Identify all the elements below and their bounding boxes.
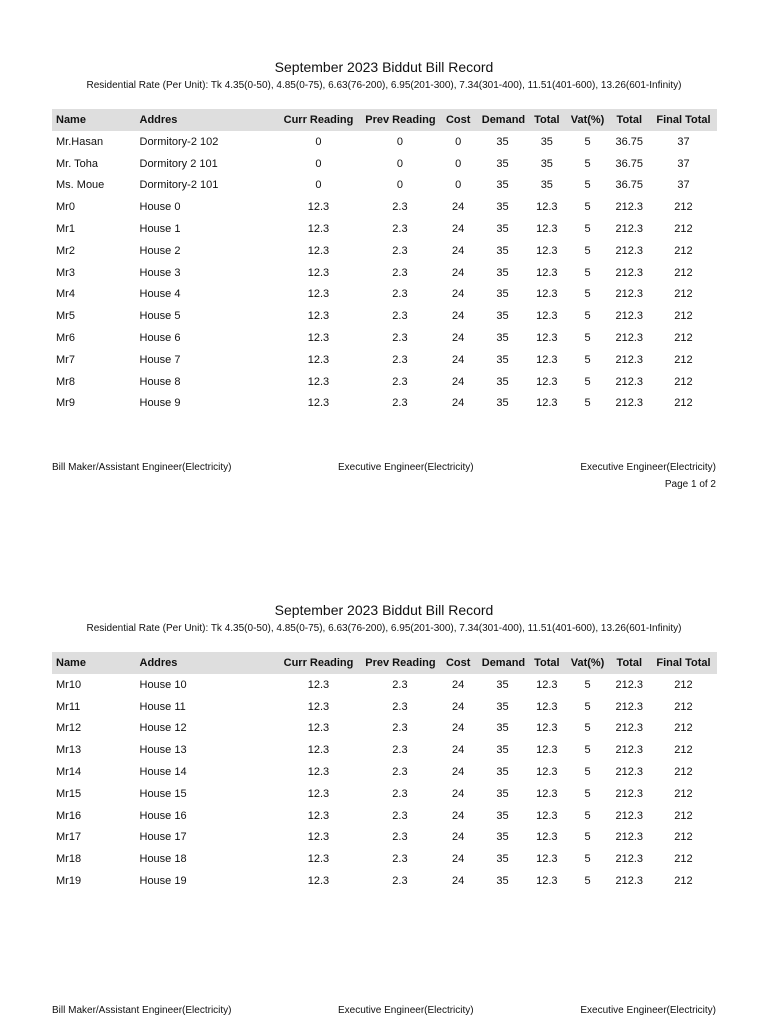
cell-total-with-vat: 212.3 — [615, 809, 644, 822]
cell-final-total: 212 — [674, 787, 693, 800]
cell-vat: 5 — [584, 831, 591, 844]
cell-curr-reading: 12.3 — [307, 397, 330, 410]
cell-demand: 35 — [496, 375, 509, 388]
cell-name: Mr0 — [56, 201, 75, 214]
cell-curr-reading: 12.3 — [307, 744, 330, 757]
cell-curr-reading: 12.3 — [307, 288, 330, 301]
cell-address: House 9 — [139, 397, 181, 410]
col-header-total-with-vat: Total — [616, 114, 643, 126]
cell-total-with-vat: 212.3 — [615, 875, 644, 888]
cell-prev-reading: 2.3 — [392, 766, 408, 779]
cell-curr-reading: 12.3 — [307, 678, 330, 691]
cell-curr-reading: 0 — [315, 157, 322, 170]
cell-total: 12.3 — [536, 332, 558, 345]
cell-cost: 24 — [452, 831, 465, 844]
cell-cost: 24 — [452, 353, 465, 366]
table-row — [52, 327, 717, 349]
cell-total: 12.3 — [536, 744, 558, 757]
col-header-total: Total — [534, 657, 560, 669]
cell-address: House 16 — [139, 809, 187, 822]
cell-curr-reading: 12.3 — [307, 875, 330, 888]
cell-curr-reading: 0 — [315, 135, 322, 148]
cell-name: Mr4 — [56, 288, 75, 301]
cell-total: 12.3 — [536, 353, 558, 366]
table-row — [52, 262, 717, 284]
cell-address: House 6 — [139, 332, 181, 345]
cell-total: 12.3 — [536, 310, 558, 323]
cell-vat: 5 — [584, 700, 591, 713]
table-row — [52, 284, 717, 306]
cell-total: 12.3 — [536, 375, 558, 388]
cell-curr-reading: 12.3 — [307, 266, 330, 279]
cell-vat: 5 — [584, 288, 591, 301]
cell-cost: 24 — [452, 853, 465, 866]
cell-name: Mr14 — [56, 766, 82, 779]
cell-cost: 24 — [452, 375, 465, 388]
cell-vat: 5 — [584, 875, 591, 888]
page2-title: September 2023 Biddut Bill Record — [274, 602, 494, 618]
table-row — [52, 240, 717, 262]
col-header-curr-reading: Curr Reading — [283, 657, 354, 669]
table-row — [52, 783, 717, 805]
page1-page-number: Page 1 of 2 — [664, 479, 716, 490]
cell-total-with-vat: 36.75 — [615, 135, 644, 148]
cell-demand: 35 — [496, 678, 509, 691]
cell-curr-reading: 12.3 — [307, 809, 330, 822]
cell-name: Mr8 — [56, 375, 75, 388]
col-header-demand: Demand — [481, 114, 526, 126]
cell-total: 12.3 — [536, 831, 558, 844]
cell-vat: 5 — [584, 744, 591, 757]
cell-address: House 18 — [139, 853, 187, 866]
cell-total-with-vat: 212.3 — [615, 397, 644, 410]
table-row — [52, 393, 717, 415]
col-header-cost: Cost — [445, 657, 471, 669]
cell-cost: 0 — [455, 179, 462, 192]
page2-signature-executive-engineer: Executive Engineer(Electricity) — [338, 1005, 474, 1016]
cell-total-with-vat: 212.3 — [615, 332, 644, 345]
cell-demand: 35 — [496, 744, 509, 757]
cell-vat: 5 — [584, 201, 591, 214]
col-header-cost: Cost — [445, 114, 471, 126]
cell-cost: 24 — [452, 875, 465, 888]
cell-address: House 0 — [139, 201, 181, 214]
table-row — [52, 349, 717, 371]
cell-name: Mr18 — [56, 853, 82, 866]
cell-total: 35 — [540, 135, 553, 148]
cell-cost: 24 — [452, 223, 465, 236]
page1-title: September 2023 Biddut Bill Record — [274, 59, 494, 75]
cell-curr-reading: 12.3 — [307, 310, 330, 323]
cell-total-with-vat: 212.3 — [615, 310, 644, 323]
table-row — [52, 761, 717, 783]
page2-signature-executive-engineer-right: Executive Engineer(Electricity) — [580, 1005, 716, 1016]
cell-vat: 5 — [584, 809, 591, 822]
table-row — [52, 805, 717, 827]
cell-address: House 17 — [139, 831, 187, 844]
cell-final-total: 212 — [674, 722, 693, 735]
cell-curr-reading: 12.3 — [307, 332, 330, 345]
cell-curr-reading: 12.3 — [307, 201, 330, 214]
cell-name: Mr5 — [56, 310, 75, 323]
cell-final-total: 212 — [674, 266, 693, 279]
cell-cost: 24 — [452, 288, 465, 301]
cell-final-total: 212 — [674, 332, 693, 345]
cell-address: House 2 — [139, 244, 181, 257]
table-row — [52, 739, 717, 761]
cell-total-with-vat: 212.3 — [615, 722, 644, 735]
cell-demand: 35 — [496, 332, 509, 345]
cell-total: 12.3 — [536, 809, 558, 822]
cell-demand: 35 — [496, 223, 509, 236]
cell-address: House 10 — [139, 678, 187, 691]
cell-address: House 4 — [139, 288, 181, 301]
cell-final-total: 212 — [674, 853, 693, 866]
cell-demand: 35 — [496, 135, 509, 148]
cell-vat: 5 — [584, 332, 591, 345]
cell-address: Dormitory 2 101 — [139, 157, 218, 170]
cell-demand: 35 — [496, 722, 509, 735]
cell-total-with-vat: 36.75 — [615, 179, 644, 192]
cell-vat: 5 — [584, 135, 591, 148]
cell-name: Mr10 — [56, 678, 82, 691]
cell-prev-reading: 2.3 — [392, 787, 408, 800]
cell-demand: 35 — [496, 875, 509, 888]
cell-prev-reading: 2.3 — [392, 353, 408, 366]
cell-vat: 5 — [584, 353, 591, 366]
cell-total-with-vat: 212.3 — [615, 787, 644, 800]
cell-name: Mr9 — [56, 397, 75, 410]
cell-prev-reading: 2.3 — [392, 310, 408, 323]
cell-final-total: 212 — [674, 375, 693, 388]
col-header-final-total: Final Total — [656, 114, 711, 126]
cell-final-total: 212 — [674, 288, 693, 301]
cell-total: 12.3 — [536, 766, 558, 779]
cell-name: Mr6 — [56, 332, 75, 345]
cell-final-total: 212 — [674, 353, 693, 366]
page1-signature-bill-maker: Bill Maker/Assistant Engineer(Electricity) — [52, 462, 232, 473]
cell-demand: 35 — [496, 787, 509, 800]
table-row — [52, 371, 717, 393]
cell-prev-reading: 0 — [396, 179, 403, 192]
table-row — [52, 718, 717, 740]
cell-curr-reading: 12.3 — [307, 831, 330, 844]
cell-vat: 5 — [584, 375, 591, 388]
col-header-name: Name — [56, 114, 86, 126]
table-row — [52, 827, 717, 849]
cell-prev-reading: 2.3 — [392, 244, 408, 257]
cell-demand: 35 — [496, 853, 509, 866]
cell-total-with-vat: 212.3 — [615, 766, 644, 779]
cell-demand: 35 — [496, 201, 509, 214]
col-header-total: Total — [534, 114, 560, 126]
cell-vat: 5 — [584, 266, 591, 279]
cell-demand: 35 — [496, 397, 509, 410]
cell-vat: 5 — [584, 179, 591, 192]
cell-prev-reading: 0 — [396, 135, 403, 148]
cell-total-with-vat: 212.3 — [615, 353, 644, 366]
page1-rate-line: Residential Rate (Per Unit): Tk 4.35(0-50), 4.85(0-75), 6.63(76-200), 6.95(201-300), 7.34(301-400), 11.51(401-600), 13.26(601-Infinity) — [86, 80, 682, 91]
col-header-prev-reading: Prev Reading — [365, 657, 436, 669]
cell-curr-reading: 0 — [315, 179, 322, 192]
cell-name: Mr19 — [56, 875, 82, 888]
cell-total: 12.3 — [536, 223, 558, 236]
cell-final-total: 212 — [674, 678, 693, 691]
cell-demand: 35 — [496, 157, 509, 170]
page2-signature-bill-maker: Bill Maker/Assistant Engineer(Electricity) — [52, 1005, 232, 1016]
cell-prev-reading: 2.3 — [392, 678, 408, 691]
cell-total: 12.3 — [536, 397, 558, 410]
cell-prev-reading: 2.3 — [392, 288, 408, 301]
cell-cost: 24 — [452, 766, 465, 779]
cell-total: 12.3 — [536, 288, 558, 301]
cell-final-total: 37 — [677, 135, 690, 148]
cell-final-total: 212 — [674, 875, 693, 888]
cell-address: House 7 — [139, 353, 181, 366]
cell-cost: 24 — [452, 722, 465, 735]
cell-prev-reading: 2.3 — [392, 809, 408, 822]
cell-curr-reading: 12.3 — [307, 722, 330, 735]
cell-final-total: 212 — [674, 831, 693, 844]
cell-vat: 5 — [584, 722, 591, 735]
cell-vat: 5 — [584, 766, 591, 779]
cell-curr-reading: 12.3 — [307, 375, 330, 388]
cell-name: Mr12 — [56, 722, 82, 735]
col-header-address: Addres — [139, 114, 178, 126]
cell-total: 12.3 — [536, 201, 558, 214]
cell-total-with-vat: 212.3 — [615, 678, 644, 691]
cell-name: Mr16 — [56, 809, 82, 822]
cell-total-with-vat: 212.3 — [615, 744, 644, 757]
cell-vat: 5 — [584, 678, 591, 691]
cell-vat: 5 — [584, 310, 591, 323]
cell-vat: 5 — [584, 223, 591, 236]
cell-prev-reading: 2.3 — [392, 223, 408, 236]
cell-name: Mr13 — [56, 744, 82, 757]
table-header-row — [52, 652, 717, 674]
table-row — [52, 218, 717, 240]
cell-total-with-vat: 212.3 — [615, 223, 644, 236]
cell-curr-reading: 12.3 — [307, 853, 330, 866]
cell-total-with-vat: 212.3 — [615, 244, 644, 257]
cell-cost: 24 — [452, 266, 465, 279]
cell-total-with-vat: 212.3 — [615, 201, 644, 214]
cell-final-total: 212 — [674, 700, 693, 713]
cell-demand: 35 — [496, 288, 509, 301]
cell-prev-reading: 2.3 — [392, 700, 408, 713]
cell-total: 12.3 — [536, 875, 558, 888]
cell-cost: 24 — [452, 700, 465, 713]
table-row — [52, 696, 717, 718]
cell-curr-reading: 12.3 — [307, 700, 330, 713]
cell-demand: 35 — [496, 809, 509, 822]
col-header-address: Addres — [139, 657, 178, 669]
cell-prev-reading: 2.3 — [392, 744, 408, 757]
cell-total: 12.3 — [536, 678, 558, 691]
cell-total: 35 — [540, 179, 553, 192]
cell-address: House 12 — [139, 722, 187, 735]
cell-demand: 35 — [496, 266, 509, 279]
cell-total-with-vat: 212.3 — [615, 700, 644, 713]
cell-name: Mr15 — [56, 787, 82, 800]
cell-address: House 8 — [139, 375, 181, 388]
cell-prev-reading: 2.3 — [392, 266, 408, 279]
cell-vat: 5 — [584, 157, 591, 170]
cell-address: House 15 — [139, 787, 187, 800]
cell-prev-reading: 2.3 — [392, 875, 408, 888]
cell-total: 12.3 — [536, 787, 558, 800]
cell-vat: 5 — [584, 853, 591, 866]
cell-address: House 19 — [139, 875, 187, 888]
cell-total: 12.3 — [536, 700, 558, 713]
cell-address: House 13 — [139, 744, 187, 757]
cell-demand: 35 — [496, 831, 509, 844]
cell-cost: 24 — [452, 678, 465, 691]
cell-total: 12.3 — [536, 244, 558, 257]
cell-curr-reading: 12.3 — [307, 787, 330, 800]
cell-address: House 14 — [139, 766, 187, 779]
cell-name: Mr3 — [56, 266, 75, 279]
cell-prev-reading: 2.3 — [392, 722, 408, 735]
page1-signature-executive-engineer-right: Executive Engineer(Electricity) — [580, 462, 716, 473]
cell-cost: 24 — [452, 244, 465, 257]
col-header-vat: Vat(%) — [570, 114, 605, 126]
table-row — [52, 196, 717, 218]
col-header-total-with-vat: Total — [616, 657, 643, 669]
cell-final-total: 212 — [674, 201, 693, 214]
cell-demand: 35 — [496, 766, 509, 779]
cell-cost: 24 — [452, 332, 465, 345]
cell-prev-reading: 2.3 — [392, 375, 408, 388]
cell-curr-reading: 12.3 — [307, 766, 330, 779]
cell-cost: 24 — [452, 809, 465, 822]
cell-final-total: 212 — [674, 744, 693, 757]
cell-prev-reading: 0 — [396, 157, 403, 170]
bill-table-page1 — [52, 109, 717, 414]
cell-total-with-vat: 212.3 — [615, 831, 644, 844]
cell-final-total: 212 — [674, 223, 693, 236]
cell-final-total: 212 — [674, 766, 693, 779]
col-header-curr-reading: Curr Reading — [283, 114, 354, 126]
cell-name: Mr1 — [56, 223, 75, 236]
cell-name: Mr.Hasan — [56, 135, 104, 148]
cell-total: 12.3 — [536, 266, 558, 279]
cell-address: Dormitory-2 101 — [139, 179, 219, 192]
cell-name: Mr7 — [56, 353, 75, 366]
page1-signature-executive-engineer: Executive Engineer(Electricity) — [338, 462, 474, 473]
cell-vat: 5 — [584, 787, 591, 800]
cell-name: Mr. Toha — [56, 157, 98, 170]
cell-prev-reading: 2.3 — [392, 201, 408, 214]
cell-cost: 24 — [452, 787, 465, 800]
cell-cost: 24 — [452, 310, 465, 323]
cell-cost: 24 — [452, 201, 465, 214]
cell-address: House 1 — [139, 223, 181, 236]
col-header-name: Name — [56, 657, 86, 669]
cell-final-total: 37 — [677, 179, 690, 192]
cell-final-total: 212 — [674, 809, 693, 822]
cell-curr-reading: 12.3 — [307, 244, 330, 257]
cell-prev-reading: 2.3 — [392, 853, 408, 866]
col-header-final-total: Final Total — [656, 657, 711, 669]
cell-address: House 3 — [139, 266, 181, 279]
table-row — [52, 175, 717, 197]
cell-demand: 35 — [496, 244, 509, 257]
cell-name: Mr17 — [56, 831, 82, 844]
cell-address: House 11 — [139, 700, 186, 713]
table-row — [52, 305, 717, 327]
cell-final-total: 212 — [674, 310, 693, 323]
cell-demand: 35 — [496, 353, 509, 366]
cell-demand: 35 — [496, 179, 509, 192]
cell-total: 35 — [540, 157, 553, 170]
cell-vat: 5 — [584, 244, 591, 257]
cell-total: 12.3 — [536, 853, 558, 866]
col-header-prev-reading: Prev Reading — [365, 114, 436, 126]
cell-total-with-vat: 212.3 — [615, 853, 644, 866]
cell-address: House 5 — [139, 310, 181, 323]
cell-total-with-vat: 212.3 — [615, 288, 644, 301]
table-header-row — [52, 109, 717, 131]
table-row — [52, 131, 717, 153]
cell-total-with-vat: 212.3 — [615, 266, 644, 279]
cell-total-with-vat: 212.3 — [615, 375, 644, 388]
cell-cost: 24 — [452, 744, 465, 757]
cell-demand: 35 — [496, 700, 509, 713]
bill-table-page2 — [52, 652, 717, 892]
cell-name: Mr2 — [56, 244, 75, 257]
cell-vat: 5 — [584, 397, 591, 410]
col-header-demand: Demand — [481, 657, 526, 669]
table-row — [52, 870, 717, 892]
table-row — [52, 153, 717, 175]
cell-prev-reading: 2.3 — [392, 397, 408, 410]
cell-total: 12.3 — [536, 722, 558, 735]
cell-final-total: 212 — [674, 397, 693, 410]
cell-final-total: 37 — [677, 157, 690, 170]
cell-prev-reading: 2.3 — [392, 332, 408, 345]
table-row — [52, 848, 717, 870]
col-header-vat: Vat(%) — [570, 657, 605, 669]
cell-demand: 35 — [496, 310, 509, 323]
cell-cost: 0 — [455, 135, 462, 148]
cell-total-with-vat: 36.75 — [615, 157, 644, 170]
table-row — [52, 674, 717, 696]
page2-rate-line: Residential Rate (Per Unit): Tk 4.35(0-50), 4.85(0-75), 6.63(76-200), 6.95(201-300), 7.34(301-400), 11.51(401-600), 13.26(601-Infinity) — [86, 623, 682, 634]
cell-cost: 24 — [452, 397, 465, 410]
cell-curr-reading: 12.3 — [307, 223, 330, 236]
cell-final-total: 212 — [674, 244, 693, 257]
cell-name: Mr11 — [56, 700, 81, 713]
cell-cost: 0 — [455, 157, 462, 170]
cell-address: Dormitory-2 102 — [139, 135, 219, 148]
cell-curr-reading: 12.3 — [307, 353, 330, 366]
cell-name: Ms. Moue — [56, 179, 105, 192]
cell-prev-reading: 2.3 — [392, 831, 408, 844]
